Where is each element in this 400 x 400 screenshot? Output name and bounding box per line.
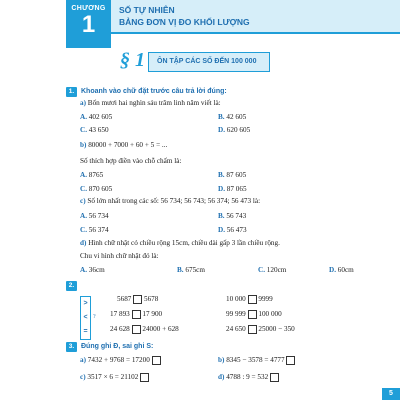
- q1a-option-a[interactable]: A. 402 605: [80, 113, 113, 121]
- q1-title: Khoanh vào chữ đặt trước câu trả lời đúng:: [81, 88, 227, 95]
- q2-right-row-3: 24 650 25000 − 350: [226, 325, 295, 334]
- section-mark: § 1: [120, 49, 145, 71]
- sign-equal: =: [83, 328, 88, 335]
- q2-heading: [66, 281, 81, 292]
- sign-less: <: [83, 314, 88, 321]
- q1b-option-a[interactable]: A. 8765: [80, 171, 104, 179]
- q1-heading: [66, 87, 227, 98]
- answer-box[interactable]: [132, 325, 141, 334]
- q2-left-row-1: 5687 5678: [117, 295, 159, 304]
- page-number: 5: [382, 388, 400, 400]
- answer-box[interactable]: [286, 356, 295, 365]
- q3d-item: d) 4788 : 9 = 532: [218, 373, 279, 382]
- q1a-option-b[interactable]: B. 42 605: [218, 113, 247, 121]
- q1b-option-d[interactable]: D. 87 065: [218, 185, 247, 193]
- section-title: ÔN TẬP CÁC SỐ ĐẾN 100 000: [157, 58, 257, 65]
- answer-box[interactable]: [248, 325, 257, 334]
- q1d-option-b[interactable]: B. 675cm: [177, 266, 205, 274]
- q3-heading: [66, 342, 153, 353]
- answer-box[interactable]: [140, 373, 149, 382]
- q3c-item: c) 3517 × 6 = 21102: [80, 373, 149, 382]
- q1d-option-c[interactable]: C. 120cm: [258, 266, 287, 274]
- q1a-option-c[interactable]: C. 43 650: [80, 126, 109, 134]
- q1c-option-d[interactable]: D. 56 473: [218, 226, 247, 234]
- q2-left-row-2: 17 893 17 900: [110, 310, 163, 319]
- q3-title: Đúng ghi Đ, sai ghi S:: [81, 343, 154, 350]
- chapter-tab: [66, 0, 111, 48]
- answer-box[interactable]: [133, 295, 142, 304]
- q3-number: 3.: [66, 342, 77, 352]
- sign-column: [80, 296, 91, 340]
- q1b-option-c[interactable]: C. 870 605: [80, 185, 113, 193]
- q1d-option-d[interactable]: D. 60cm: [329, 266, 354, 274]
- q3a-item: a) 7432 + 9768 = 17200: [80, 356, 161, 365]
- section-box: [148, 52, 270, 72]
- q2-left-row-3: 24 628 24000 + 628: [110, 325, 179, 334]
- q1b-question-2: Số thích hợp điền vào chỗ chấm là:: [80, 157, 182, 165]
- answer-box[interactable]: [248, 295, 257, 304]
- q1d-question: d) Hình chữ nhật có chiều rộng 15cm, chiều dài gấp 3 lần chiều rộng.: [80, 239, 280, 247]
- q2-right-row-2: 99 999 100 000: [226, 310, 282, 319]
- q1c-question: c) Số lớn nhất trong các số: 56 734; 56 743; 56 374; 56 473 là:: [80, 197, 261, 205]
- sign-greater: >: [83, 300, 88, 307]
- chapter-title: [119, 4, 250, 28]
- chapter-number: 1: [81, 11, 96, 38]
- chapter-banner: [111, 0, 400, 34]
- q1b-question: b) 80000 + 7000 + 60 + 5 = ...: [80, 141, 168, 149]
- q1a-question: a) Bốn mươi hai nghìn sáu trăm linh năm viết là:: [80, 99, 221, 107]
- q3b-item: b) 8345 − 3578 = 4777: [218, 356, 295, 365]
- chapter-word: CHƯƠNG: [71, 5, 106, 12]
- q2-right-row-1: 10 000 9999: [226, 295, 273, 304]
- chapter-title-line1: SỐ TỰ NHIÊN: [119, 5, 175, 15]
- q2-number: 2.: [66, 281, 77, 291]
- answer-box[interactable]: [152, 356, 161, 365]
- q1d-question-2: Chu vi hình chữ nhật đó là:: [80, 252, 159, 260]
- q1-number: 1.: [66, 87, 77, 97]
- sign-question-mark: ?: [93, 314, 96, 320]
- answer-box[interactable]: [248, 310, 257, 319]
- q1a-option-d[interactable]: D. 620 605: [218, 126, 251, 134]
- q1d-option-a[interactable]: A. 36cm: [80, 266, 105, 274]
- answer-box[interactable]: [270, 373, 279, 382]
- q1c-option-b[interactable]: B. 56 743: [218, 212, 247, 220]
- q1b-option-b[interactable]: B. 87 605: [218, 171, 247, 179]
- q1c-option-c[interactable]: C. 56 374: [80, 226, 109, 234]
- answer-box[interactable]: [132, 310, 141, 319]
- q1c-option-a[interactable]: A. 56 734: [80, 212, 109, 220]
- chapter-title-line2: BẢNG ĐƠN VỊ ĐO KHỐI LƯỢNG: [119, 17, 250, 27]
